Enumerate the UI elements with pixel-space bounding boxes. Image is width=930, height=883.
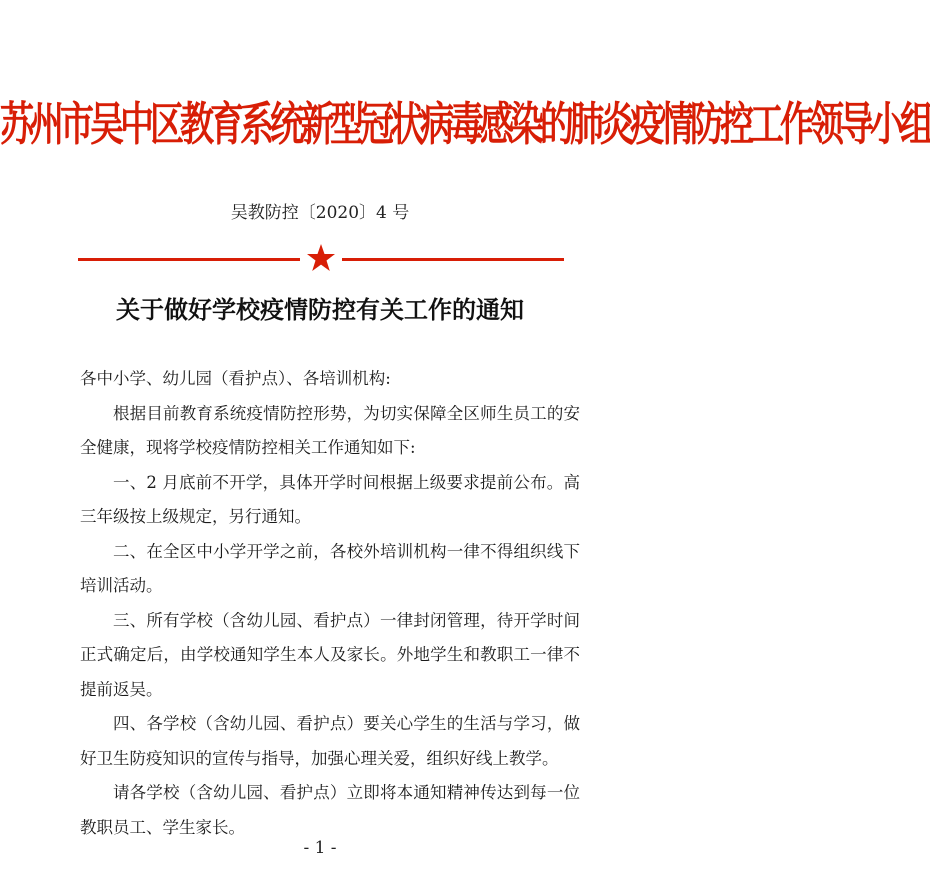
paragraph-item-3: 三、所有学校（含幼儿园、看护点）一律封闭管理，待开学时间正式确定后，由学校通知学生本人及家长。外地学生和教职工一律不提前返吴。 (80, 610, 580, 699)
paragraph-item-1: 一、2 月底前不开学，具体开学时间根据上级要求提前公布。高三年级按上级规定，另行通知。 (80, 472, 580, 526)
organization-header: 苏州市吴中区教育系统新型冠状病毒感染的肺炎疫情防控工作领导小组 (0, 98, 930, 153)
red-divider-right (342, 258, 564, 261)
red-divider-left (78, 258, 300, 261)
document-body (80, 362, 580, 845)
salutation: 各中小学、幼儿园（看护点）、各培训机构: (80, 369, 391, 388)
paragraph-closing: 请各学校（含幼儿园、看护点）立即将本通知精神传达到每一位教职员工、学生家长。 (80, 783, 580, 837)
document-number: 吴教防控〔2020〕4 号 (230, 203, 410, 223)
page-number: - 1 - (303, 838, 337, 858)
paragraph-item-2: 二、在全区中小学开学之前，各校外培训机构一律不得组织线下培训活动。 (80, 541, 580, 595)
star-icon (305, 242, 337, 274)
paragraph-item-4: 四、各学校（含幼儿园、看护点）要关心学生的生活与学习，做好卫生防疫知识的宣传与指导，加强心理关爱，组织好线上教学。 (80, 714, 580, 768)
paragraph-intro: 根据目前教育系统疫情防控形势，为切实保障全区师生员工的安全健康，现将学校疫情防控相关工作通知如下: (80, 403, 580, 457)
document-title: 关于做好学校疫情防控有关工作的通知 (116, 295, 524, 324)
